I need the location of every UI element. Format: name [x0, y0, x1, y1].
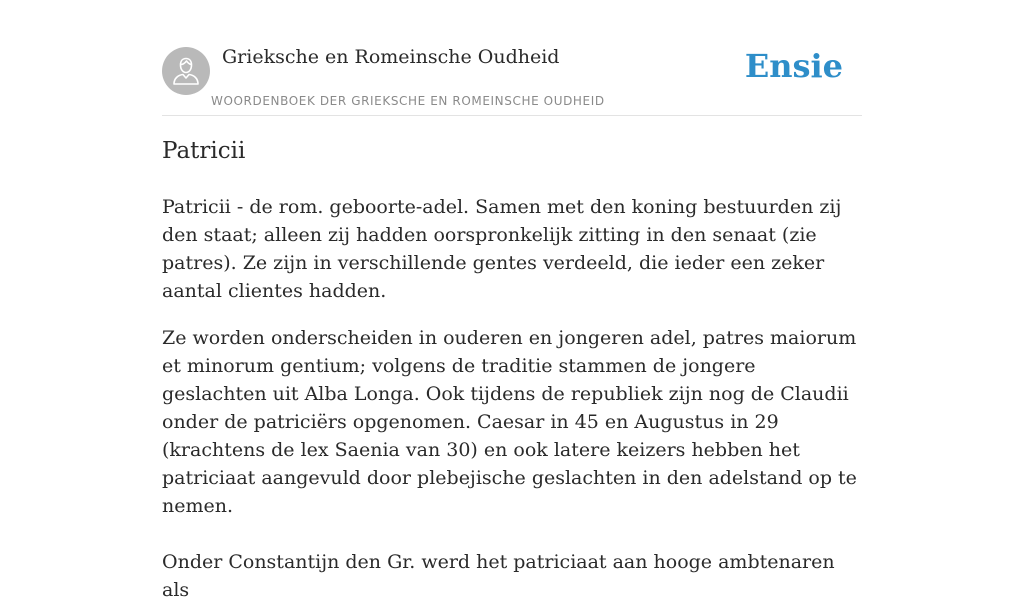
entry-content — [162, 193, 862, 604]
page-container — [162, 0, 862, 601]
entry-paragraph: Ze worden onderscheiden in ouderen en jongeren adel, patres maiorum et minorum gentium; volgens de traditie stammen de jongere geslachten uit Alba Longa. Ook tijdens de republiek zijn nog de Claudii onder de patriciërs opgenomen. Caesar in 45 en Augustus in 29 (krachtens de lex Saenia van 30) en ook latere keizers hebben het patriciaat aangevuld door plebejische geslachten in den adelstand op te nemen. — [162, 327, 857, 517]
entry-paragraph: Patricii - de rom. geboorte-adel. Samen met den koning bestuurden zij den staat; alleen zij hadden oorspronkelijk zitting in den senaat (zie patres). Ze zijn in verschillende gentes verdeeld, die ieder een zeker aantal clientes hadden. — [162, 196, 842, 302]
site-subtitle[interactable]: WOORDENBOEK DER GRIEKSCHE EN ROMEINSCHE OUDHEID — [211, 94, 605, 108]
entry-paragraph: Onder Constantijn den Gr. werd het patriciaat aan hooge ambtenaren als — [162, 551, 835, 601]
user-icon — [172, 56, 200, 86]
site-header — [162, 0, 862, 116]
site-title[interactable]: Grieksche en Romeinsche Oudheid — [222, 46, 560, 68]
page-title: Patricii — [162, 138, 246, 164]
brand-logo[interactable]: Ensie — [744, 47, 843, 85]
avatar[interactable] — [162, 47, 210, 95]
